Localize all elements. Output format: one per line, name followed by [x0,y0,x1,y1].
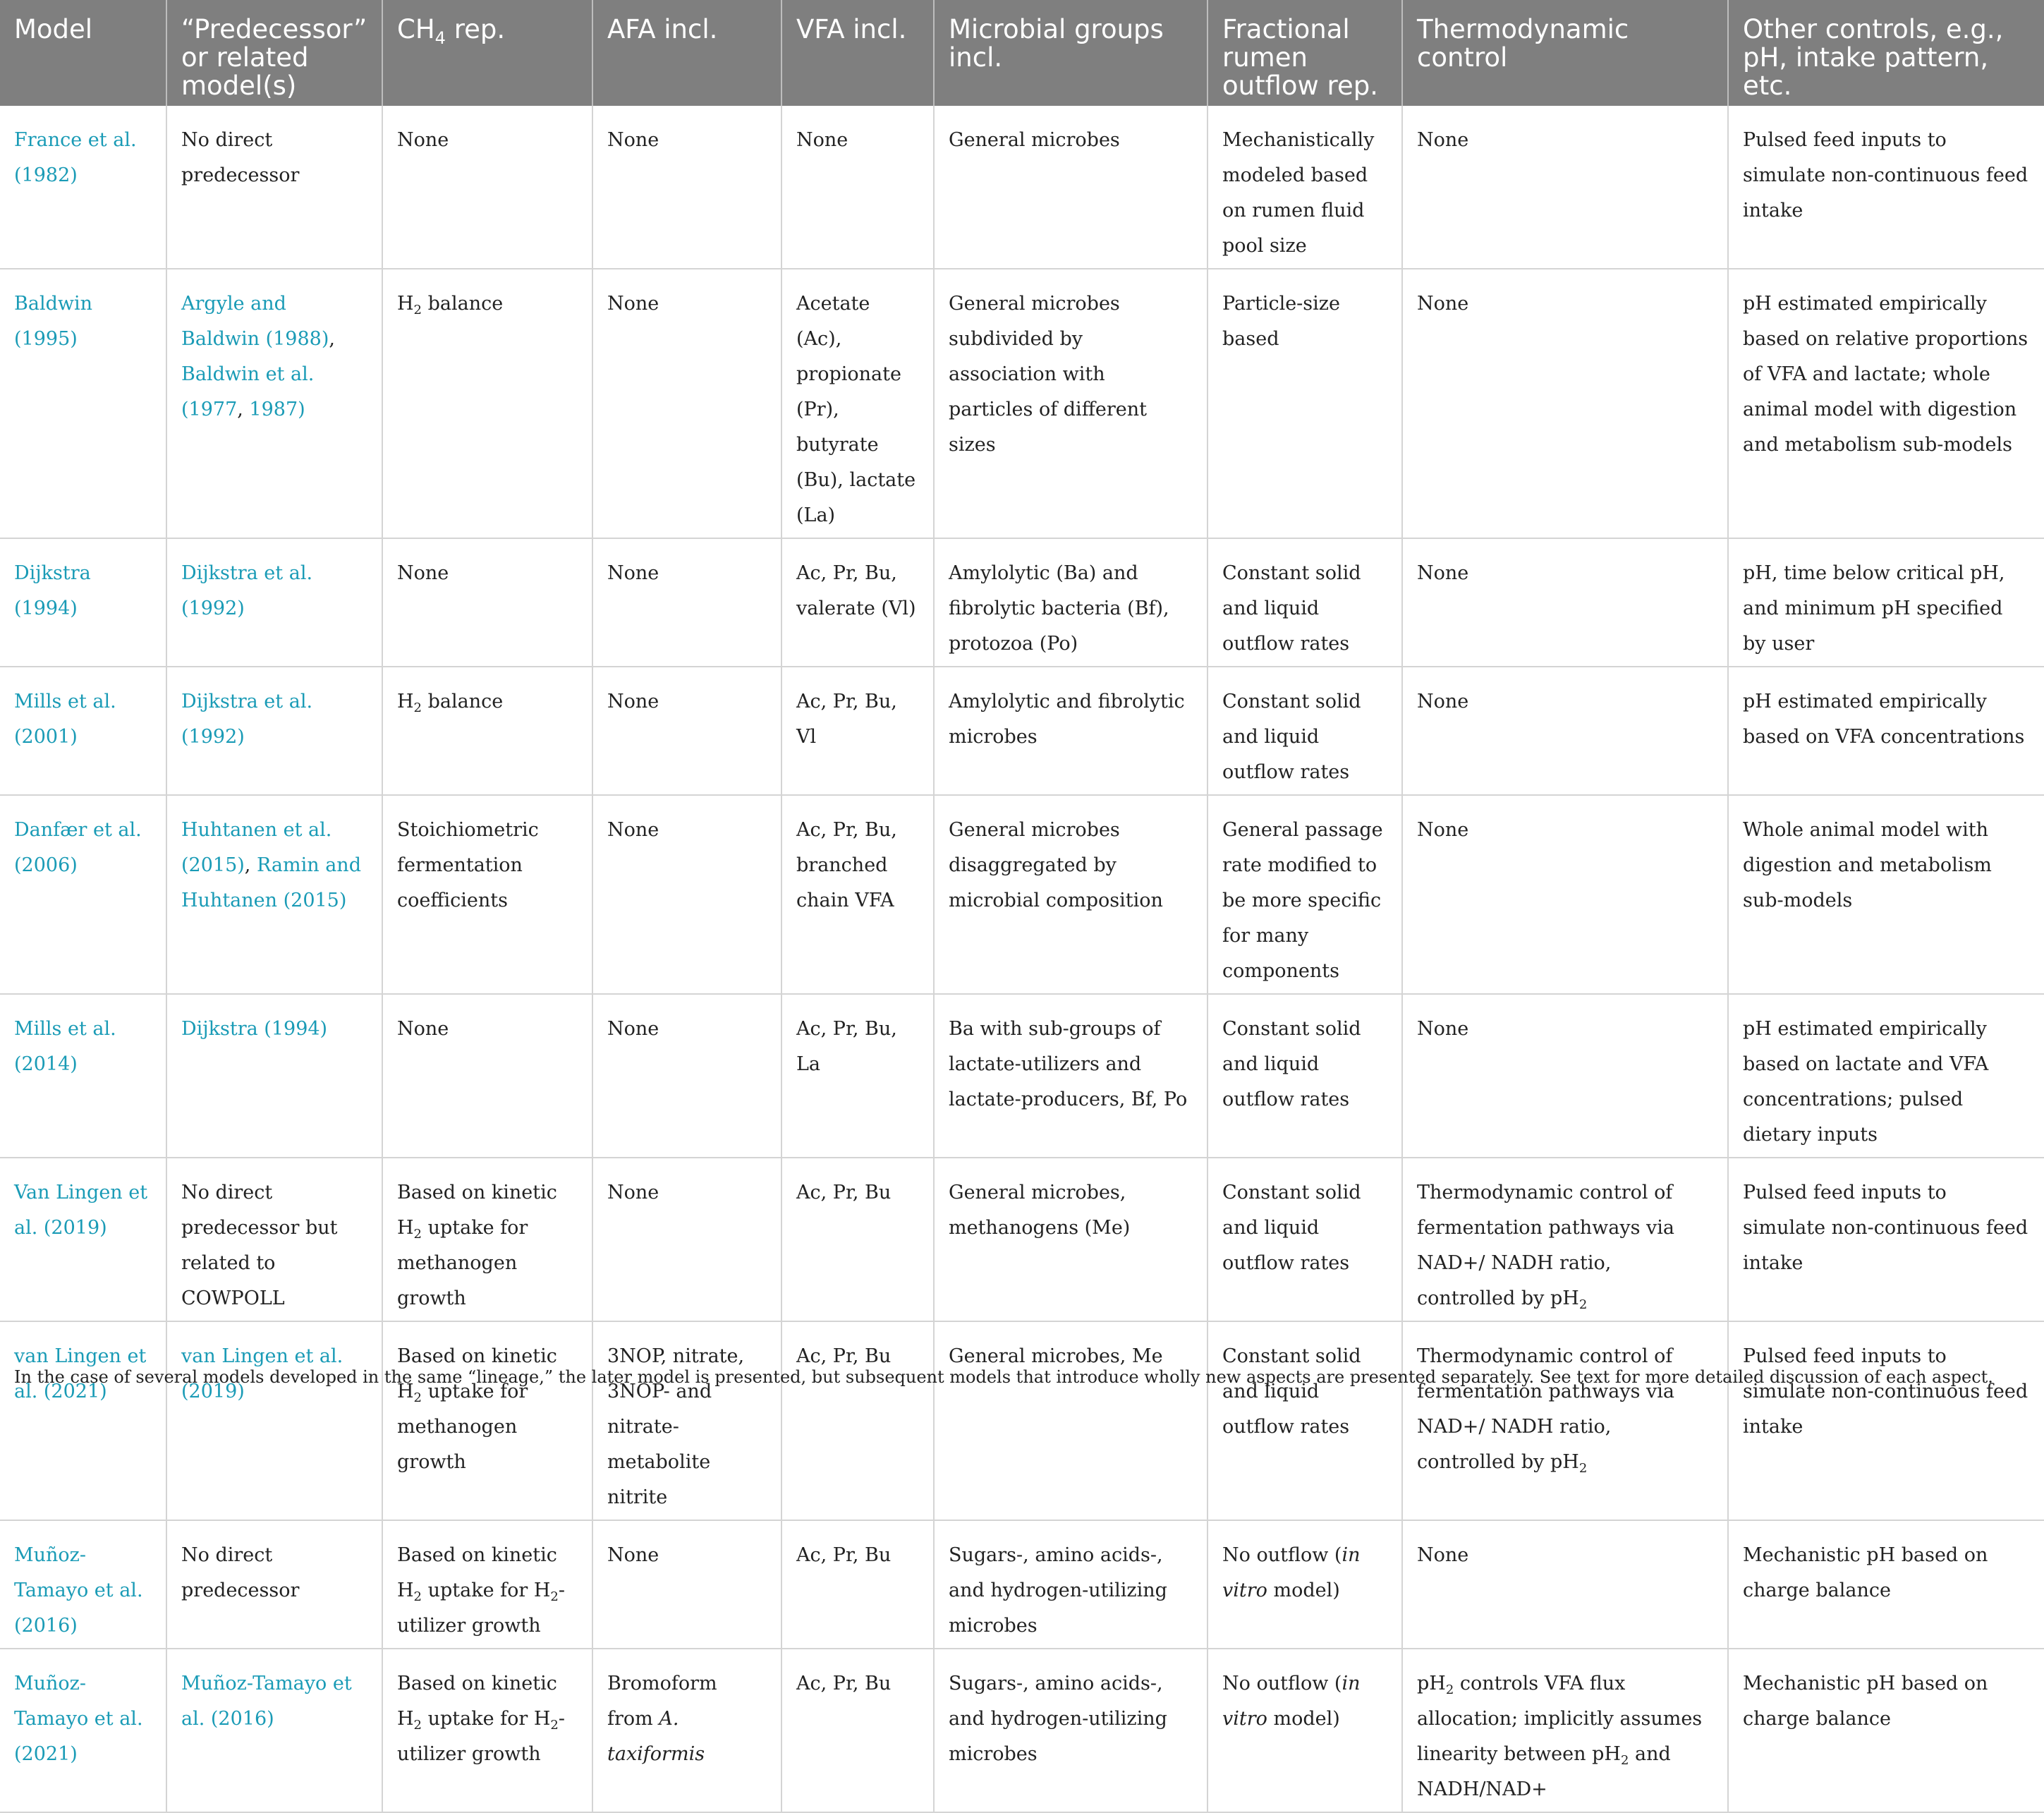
cell-afa: None [592,106,781,269]
cell-thermo: None [1402,1520,1728,1649]
table-row [0,538,2044,667]
header-row [0,0,2044,106]
cell-microbial: Ba with sub-groups of lactate-utilizers and lactate-producers, Bf, Po [934,994,1207,1158]
cell-other: pH estimated empirically based on VFA concentrations [1728,667,2044,795]
cell-other: pH estimated empirically based on lactate and VFA concentrations; pulsed dietary inputs [1728,994,2044,1158]
cell-thermo [1402,1158,1728,1321]
cell-afa: None [592,1158,781,1321]
thermo-text: Thermodynamic control of fermentation pathways via NAD+/ NADH ratio, controlled by pH [1417,1345,1675,1473]
model-link[interactable]: Muñoz-Tamayo et al. (2021) [14,1673,143,1765]
cell-microbial: Sugars-, amino acids-, and hydrogen-utilizing microbes [934,1520,1207,1649]
cell-outflow: Constant solid and liquid outflow rates [1207,667,1402,795]
cell-vfa: Ac, Pr, Bu [781,1158,934,1321]
cell-other: Pulsed feed inputs to simulate non-continuous feed intake [1728,1158,2044,1321]
cell-outflow: General passage rate modified to be more specific for many components [1207,795,1402,994]
cell-model[interactable] [0,1520,166,1649]
cell-vfa: Ac, Pr, Bu, Vl [781,667,934,795]
model-link[interactable]: Baldwin (1995) [14,293,92,350]
cell-afa: None [592,1520,781,1649]
outflow-text: No outflow ( [1222,1544,1342,1566]
predecessor-link[interactable]: Dijkstra (1994) [181,1018,328,1040]
cell-vfa: Ac, Pr, Bu, branched chain VFA [781,795,934,994]
table-row [0,1520,2044,1649]
model-link[interactable]: van Lingen et al. (2021) [14,1345,147,1402]
cell-vfa: None [781,106,934,269]
cell-model[interactable] [0,1158,166,1321]
header-ch4-prefix: CH [397,14,435,44]
ch4-text: Based on kinetic H [397,1182,557,1239]
header-ch4-suffix: rep. [445,14,506,44]
ch4-text: uptake for H [422,1708,551,1730]
ch4-text: balance [422,691,504,713]
cell-thermo: None [1402,994,1728,1158]
cell-microbial: General microbes, methanogens (Me) [934,1158,1207,1321]
cell-microbial: General microbes, Me [934,1321,1207,1520]
table-row [0,106,2044,269]
model-link[interactable]: France et al. (1982) [14,129,137,186]
cell-model[interactable] [0,795,166,994]
subscript: 2 [550,1718,559,1733]
cell-outflow: Mechanistically modeled based on rumen fluid pool size [1207,106,1402,269]
afa-italic: A. taxiformis [607,1708,705,1765]
subscript: 2 [1578,1297,1588,1312]
subscript: 2 [550,1589,559,1604]
subscript: 2 [1445,1682,1454,1697]
cell-afa [592,1649,781,1812]
cell-model[interactable] [0,1321,166,1520]
table-footnote: In the case of several models developed in the same “lineage,” the later model is presented, but subsequent models that introduce wholly new aspects are presented separately. See text for more detailed discussion of each aspect. [14,1367,1993,1387]
model-link[interactable]: Van Lingen et al. (2019) [14,1182,148,1239]
cell-predecessor[interactable] [166,1649,382,1812]
cell-microbial: Amylolytic and fibrolytic microbes [934,667,1207,795]
table-row [0,1321,2044,1520]
cell-outflow [1207,1649,1402,1812]
ch4-text: -utilizer growth [397,1708,565,1765]
cell-predecessor: Argyle and Baldwin (1988), Baldwin et al. (1977, 1987) [166,269,382,538]
cell-afa: None [592,667,781,795]
header-ch4-sub: 4 [434,28,446,48]
subscript: 2 [413,1718,422,1733]
cell-vfa: Ac, Pr, Bu, valerate (Vl) [781,538,934,667]
cell-microbial: General microbes subdivided by association with particles of different sizes [934,269,1207,538]
predecessor-link[interactable]: Dijkstra et al. (1992) [181,562,313,619]
cell-thermo [1402,1321,1728,1520]
cell-microbial: General microbes [934,106,1207,269]
subscript: 2 [1578,1461,1588,1476]
cell-vfa: Acetate (Ac), propionate (Pr), butyrate (Bu), lactate (La) [781,269,934,538]
cell-afa: None [592,269,781,538]
cell-other: Mechanistic pH based on charge balance [1728,1520,2044,1649]
cell-ch4: None [382,994,592,1158]
model-link[interactable]: Mills et al. (2001) [14,691,116,748]
cell-afa: None [592,795,781,994]
cell-model[interactable] [0,269,166,538]
predecessor-link[interactable]: Argyle and Baldwin (1988) [181,293,329,350]
outflow-italic: in vitro [1222,1544,1361,1601]
predecessor-link[interactable]: 1987) [249,399,305,420]
model-link[interactable]: Muñoz-Tamayo et al. (2016) [14,1544,143,1637]
predecessor-link[interactable]: Ramin and Huhtanen (2015) [181,854,361,911]
cell-vfa: Ac, Pr, Bu, La [781,994,934,1158]
cell-predecessor[interactable] [166,1321,382,1520]
ch4-text: -utilizer growth [397,1579,565,1637]
cell-microbial: Amylolytic (Ba) and fibrolytic bacteria (Bf), protozoa (Po) [934,538,1207,667]
cell-other: pH estimated empirically based on relative proportions of VFA and lactate; whole animal model with digestion and metabolism sub-models [1728,269,2044,538]
cell-afa: 3NOP, nitrate, 3NOP- and nitrate-metabolite nitrite [592,1321,781,1520]
header-model: Model [0,0,166,106]
subscript: 2 [413,1227,422,1242]
model-link[interactable]: Dijkstra (1994) [14,562,91,619]
table-row [0,795,2044,994]
predecessor-link[interactable]: Dijkstra et al. (1992) [181,691,313,748]
cell-ch4 [382,667,592,795]
cell-model[interactable] [0,106,166,269]
model-link[interactable]: Mills et al. (2014) [14,1018,116,1075]
header-predecessor: “Predecessor” or related model(s) [166,0,382,106]
cell-thermo: None [1402,538,1728,667]
predecessor-link[interactable]: Huhtanen et al. (2015) [181,819,332,876]
cell-other: Pulsed feed inputs to simulate non-continuous feed intake [1728,106,2044,269]
cell-predecessor[interactable] [166,994,382,1158]
cell-outflow: Constant solid and liquid outflow rates [1207,1321,1402,1520]
cell-vfa: Ac, Pr, Bu [781,1321,934,1520]
cell-other: pH, time below critical pH, and minimum pH specified by user [1728,538,2044,667]
cell-ch4 [382,1520,592,1649]
cell-ch4 [382,269,592,538]
predecessor-link[interactable]: van Lingen et al. (2019) [181,1345,343,1402]
ch4-text: uptake for methanogen growth [397,1217,528,1309]
ch4-text: H [397,293,414,315]
cell-predecessor[interactable] [166,538,382,667]
table-row [0,1158,2044,1321]
afa-text: Bromoform from [607,1673,717,1730]
cell-predecessor: Huhtanen et al. (2015), Ramin and Huhtanen (2015) [166,795,382,994]
cell-predecessor: No direct predecessor [166,1520,382,1649]
cell-other: Mechanistic pH based on charge balance [1728,1649,2044,1812]
header-other: Other controls, e.g., pH, intake pattern, etc. [1728,0,2044,106]
outflow-text: No outflow ( [1222,1673,1342,1694]
ch4-text: uptake for methanogen growth [397,1381,528,1473]
cell-thermo: None [1402,667,1728,795]
header-ch4 [382,0,592,106]
table-row [0,994,2044,1158]
model-link[interactable]: Danfær et al. (2006) [14,819,142,876]
thermo-text: controls VFA flux allocation; implicitly assumes linearity between pH [1417,1673,1703,1765]
cell-vfa: Ac, Pr, Bu [781,1649,934,1812]
table-row [0,1649,2044,1812]
ch4-text: H [397,691,414,713]
subscript: 2 [413,1390,422,1405]
cell-model[interactable] [0,538,166,667]
header-afa: AFA incl. [592,0,781,106]
table-row [0,269,2044,538]
cell-other: Pulsed feed inputs to simulate non-continuous feed intake [1728,1321,2044,1520]
cell-thermo [1402,1649,1728,1812]
cell-predecessor[interactable] [166,667,382,795]
cell-predecessor: No direct predecessor but related to COWPOLL [166,1158,382,1321]
ch4-text: Based on kinetic H [397,1673,557,1730]
outflow-italic: in vitro [1222,1673,1361,1730]
cell-model[interactable] [0,1649,166,1812]
cell-outflow: Particle-size based [1207,269,1402,538]
cell-outflow: Constant solid and liquid outflow rates [1207,1158,1402,1321]
cell-thermo: None [1402,106,1728,269]
cell-vfa: Ac, Pr, Bu [781,1520,934,1649]
predecessor-link[interactable]: Baldwin et al. (1977 [181,363,315,420]
cell-ch4: None [382,106,592,269]
cell-ch4 [382,1321,592,1520]
cell-ch4: Stoichiometric fermentation coefficients [382,795,592,994]
outflow-text: model) [1267,1708,1340,1730]
subscript: 2 [413,701,422,715]
cell-afa: None [592,538,781,667]
header-vfa: VFA incl. [781,0,934,106]
ch4-text: Based on kinetic H [397,1544,557,1601]
cell-ch4 [382,1649,592,1812]
outflow-text: model) [1267,1579,1340,1601]
thermo-text: Thermodynamic control of fermentation pathways via NAD+/ NADH ratio, controlled by pH [1417,1182,1675,1309]
header-outflow: Fractional rumen outflow rep. [1207,0,1402,106]
thermo-text: pH [1417,1673,1446,1694]
ch4-text: balance [422,293,504,315]
subscript: 2 [413,1589,422,1604]
cell-microbial: Sugars-, amino acids-, and hydrogen-utilizing microbes [934,1649,1207,1812]
cell-outflow: Constant solid and liquid outflow rates [1207,538,1402,667]
cell-outflow [1207,1520,1402,1649]
cell-ch4 [382,1158,592,1321]
predecessor-link[interactable]: Muñoz-Tamayo et al. (2016) [181,1673,352,1730]
cell-thermo: None [1402,795,1728,994]
thermo-text: and NADH/NAD+ [1417,1743,1671,1800]
cell-model[interactable] [0,994,166,1158]
subscript: 2 [1620,1753,1629,1768]
ch4-text: Based on kinetic H [397,1345,557,1402]
cell-thermo: None [1402,269,1728,538]
cell-model[interactable] [0,667,166,795]
cell-afa: None [592,994,781,1158]
cell-predecessor: No direct predecessor [166,106,382,269]
header-thermo: Thermodynamic control [1402,0,1728,106]
table-row [0,667,2044,795]
cell-outflow: Constant solid and liquid outflow rates [1207,994,1402,1158]
subscript: 2 [413,303,422,317]
cell-microbial: General microbes disaggregated by microbial composition [934,795,1207,994]
cell-other: Whole animal model with digestion and metabolism sub-models [1728,795,2044,994]
cell-ch4: None [382,538,592,667]
header-microbial: Microbial groups incl. [934,0,1207,106]
ch4-text: uptake for H [422,1579,551,1601]
